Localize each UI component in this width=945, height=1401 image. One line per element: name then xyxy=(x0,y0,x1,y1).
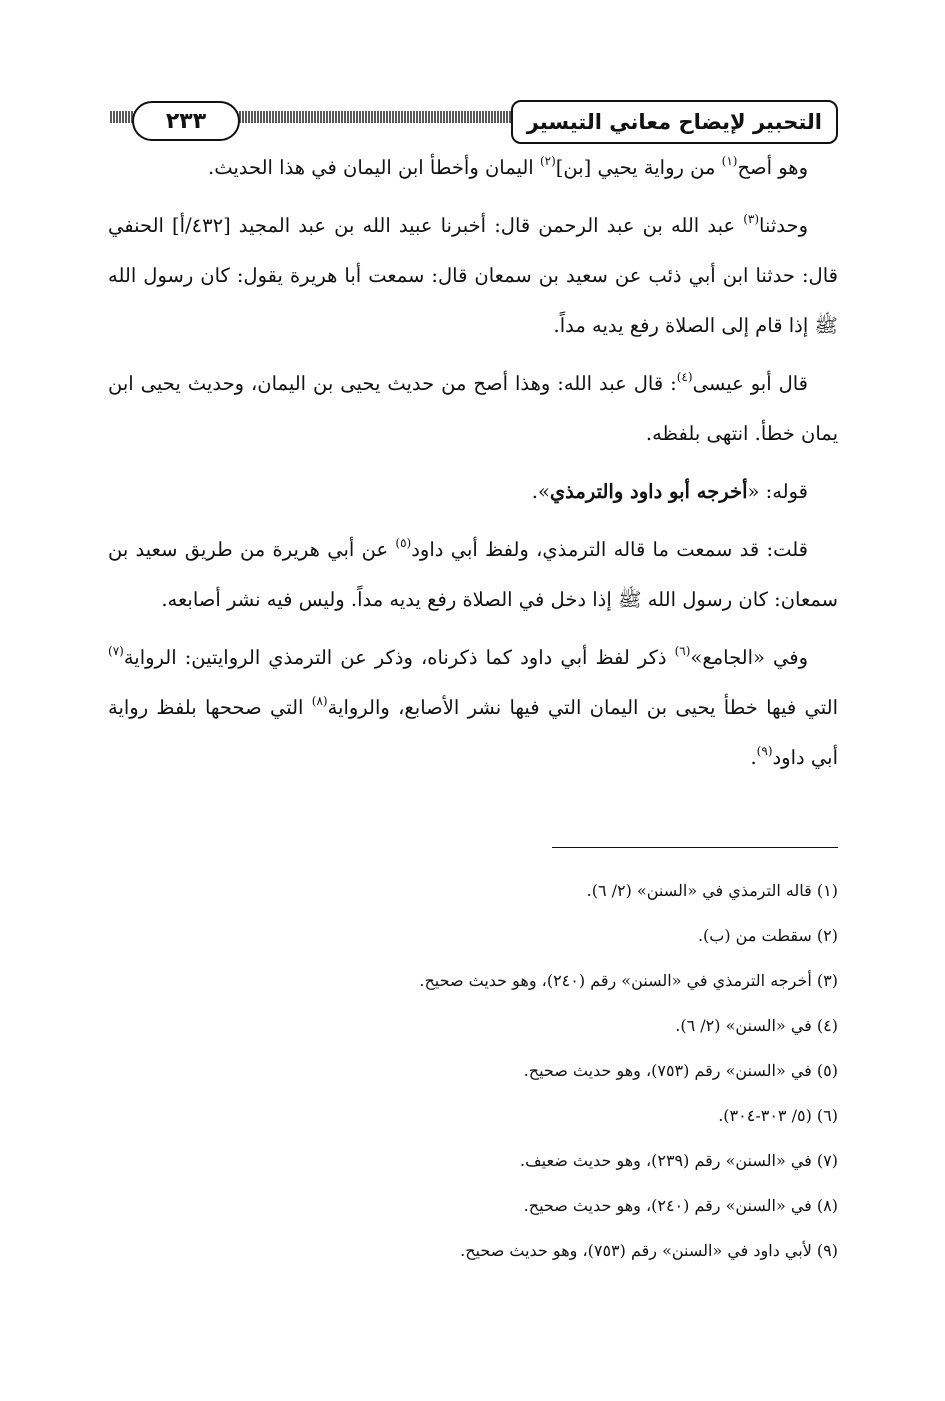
text-segment: وهو أصح xyxy=(737,156,808,179)
paragraph-3 xyxy=(108,359,838,459)
footnote-ref-2: (٢) xyxy=(539,154,556,168)
paragraph-4 xyxy=(108,467,838,517)
text-segment: اليمان وأخطأ ابن اليمان في هذا الحديث. xyxy=(208,156,540,179)
text-segment: قال أبو عيسى xyxy=(692,372,808,395)
footnote-ref-4: (٤) xyxy=(676,370,693,384)
text-segment: وفي «الجامع» xyxy=(690,646,808,669)
paragraph-2 xyxy=(108,201,838,351)
text-segment: من رواية يحيي [بن] xyxy=(555,156,722,179)
text-segment: التي صححها بلفظ رواية أبي داود xyxy=(108,696,838,769)
footnote-2: (٢) سقطت من (ب). xyxy=(697,926,838,945)
footnote-3: (٣) أخرجه الترمذي في «السنن» رقم (٢٤٠)، وهو حديث صحيح. xyxy=(419,971,838,990)
footnote-6: (٦) (٥/ ٣٠٣-٣٠٤). xyxy=(718,1106,838,1125)
paragraph-6 xyxy=(108,633,838,783)
text-segment: ذكر لفظ أبي داود كما ذكرناه، وذكر عن الترمذي الروايتين: الرواية xyxy=(123,646,675,669)
footnote-ref-6: (٦) xyxy=(674,644,691,658)
main-text xyxy=(108,143,838,791)
text-segment: قوله: « xyxy=(747,480,808,503)
footnotes xyxy=(108,868,838,1273)
paragraph-5 xyxy=(108,525,838,625)
footnote-ref-1: (١) xyxy=(721,154,738,168)
running-header xyxy=(110,98,838,144)
footnote-ref-5: (٥) xyxy=(395,536,412,550)
text-segment: ». xyxy=(531,480,550,503)
text-segment: وحدثنا xyxy=(759,214,808,237)
footnote-separator xyxy=(552,847,838,848)
quoted-heading: أخرجه أبو داود والترمذي xyxy=(549,480,748,503)
page-number: ٢٣٣ xyxy=(132,101,240,141)
footnote-4: (٤) في «السنن» (٢/ ٦). xyxy=(675,1016,838,1035)
footnote-7: (٧) في «السنن» رقم (٢٣٩)، وهو حديث ضعيف. xyxy=(520,1151,838,1170)
text-segment: قلت: قد سمعت ما قاله الترمذي، ولفظ أبي داود xyxy=(411,538,809,561)
text-segment: التي فيها خطأ يحيى بن اليمان التي فيها نشر الأصابع، والرواية xyxy=(327,696,838,719)
footnote-9: (٩) لأبي داود في «السنن» رقم (٧٥٣)، وهو حديث صحيح. xyxy=(460,1241,838,1260)
footnote-ref-9: (٩) xyxy=(756,744,773,758)
text-segment: عبد الله بن عبد الرحمن قال: أخبرنا عبيد الله بن عبد المجيد [٤٣٢/أ] الحنفي قال: حدثنا ابن أبي ذئب عن سعيد بن سمعان قال: سمعت أبا هريرة يقول: كان رسول الله ﷺ إذا قام إلى الصلاة رفع يديه مداً. xyxy=(108,214,838,337)
footnote-ref-3: (٣) xyxy=(743,212,760,226)
book-title: التحبير لإيضاح معاني التيسير xyxy=(511,100,838,144)
footnote-1: (١) قاله الترمذي في «السنن» (٢/ ٦). xyxy=(586,881,838,900)
footnote-ref-7: (٧) xyxy=(108,644,124,658)
footnote-ref-8: (٨) xyxy=(311,694,328,708)
paragraph-1 xyxy=(108,143,838,193)
footnote-5: (٥) في «السنن» رقم (٧٥٣)، وهو حديث صحيح. xyxy=(523,1061,838,1080)
footnote-8: (٨) في «السنن» رقم (٢٤٠)، وهو حديث صحيح. xyxy=(523,1196,838,1215)
text-segment: : قال عبد الله: وهذا أصح من حديث يحيى بن اليمان، وحديث يحيى ابن يمان خطأ. انتهى بلفظه. xyxy=(108,372,838,445)
text-segment: . xyxy=(750,746,757,769)
text-segment: عن أبي هريرة من طريق سعيد بن سمعان: كان رسول الله ﷺ إذا دخل في الصلاة رفع يديه مداً. وليس فيه نشر أصابعه. xyxy=(108,538,838,611)
